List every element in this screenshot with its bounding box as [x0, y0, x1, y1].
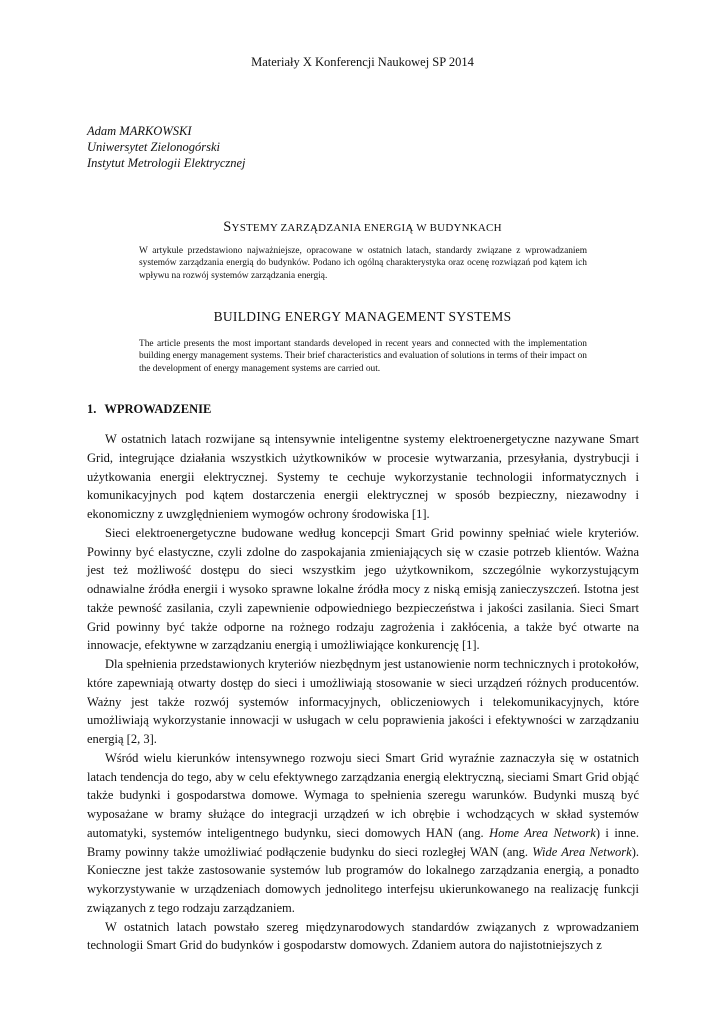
title-initial-capital: S — [223, 219, 232, 235]
term-home-area-network: Home Area Network — [489, 825, 596, 840]
author-block — [87, 123, 246, 171]
paragraph: W ostatnich latach rozwijane są intensywnie inteligentne systemy elektroenergetyczne nazywane Smart Grid, integrujące działania wszystkich użytkowników w procesie wytwarzania, przesyłania, dystrybucji i użytkowania energii elektrycznej. Systemy te cechuje wykorzystanie technologii informatycznych i komunikacyjnych pod kątem dostarczenia energii elektrycznej w sposób bezpieczny, niezawodny i ekonomiczny z uwzględnieniem wymogów ochrony środowiska [1]. — [87, 432, 639, 521]
section-number: 1. — [87, 402, 97, 416]
paragraph: Dla spełnienia przedstawionych kryteriów niezbędnym jest ustanowienie norm technicznych i protokołów, które zapewniają otwarty dostęp do sieci i umożliwiają stosowanie w sieci urządzeń różnych producentów. Ważny jest także rozwój systemów informacyjnych, obliczeniowych i telekomunikacyjnych, które umożliwiają wykorzystanie innowacji w usługach w celu poprawienia jakości i efektywności w zarządzaniu energią [2, 3]. — [87, 657, 639, 746]
paper-title-english: BUILDING ENERGY MANAGEMENT SYSTEMS — [213, 309, 512, 324]
paragraph-text: ) i inne. Bramy powinny także umożliwiać podłączenie budynku do sieci rozległej WAN (ang. — [87, 825, 639, 859]
body-text — [87, 430, 639, 955]
paragraph-text: Wśród wielu kierunków intensywnego rozwoju sieci Smart Grid wyraźnie zaznaczyła się w ostatnich latach tendencja do tego, aby w celu efektywnego zarządzania energią elektryczną, sieciami Smart Grid objąć także budynki i gospodarstwa domowe. Wymaga to spełnienia szeregu warunków. Budynki muszą być wyposażane w bramy służące do integracji urządzeń w ich obrębie i wchodzących w skład systemów automatyki, systemów inteligentnego budynku, sieci domowych HAN (ang. — [87, 750, 639, 840]
title-rest: YSTEMY ZARZĄDZANIA ENERGIĄ W BUDYNKACH — [231, 222, 502, 234]
section-title: WPROWADZENIE — [104, 402, 212, 416]
author-name: Adam MARKOWSKI — [87, 124, 192, 138]
running-header: Materiały X Konferencji Naukowej SP 2014 — [251, 55, 474, 69]
section-heading — [87, 402, 211, 417]
abstract-polish: W artykule przedstawiono najważniejsze, opracowane w ostatnich latach, standardy związane z wprowadzaniem systemów zarządzania energią do budynków. Podano ich ogólną charakterystyka oraz ocenę rozwiązań pod kątem ich wpływu na rozwój systemów zarządzania energią. — [139, 246, 587, 281]
paragraph: W ostatnich latach powstało szereg międzynarodowych standardów związanych z wprowadzaniem technologii Smart Grid do budynków i gospodarstw domowych. Zdaniem autora do najistotniejszych z — [87, 919, 639, 953]
abstract-english: The article presents the most important standards developed in recent years and connected with the implementation building energy management systems. Their brief characteristics and evaluation of solutions in terms of their impact on the development of energy management systems are carried out. — [139, 339, 587, 374]
paragraph — [87, 749, 639, 918]
paragraph: Sieci elektroenergetyczne budowane według koncepcji Smart Grid powinny spełniać wiele kryteriów. Powinny być elastyczne, czyli zdolne do zaspokajania zmieniających się w czasie potrzeb klientów. Ważna jest też możliwość dostępu do sieci wszystkim jego użytkownikom, szczególnie wykorzystującym odnawialne źródła energii i wysoko sprawne lokalne źródła mocy z niską emisją zanieczyszczeń. Istotna jest także pewność zasilania, czyli zapewnienie odpowiedniego bezpieczeństwa i jakości zasilania. Sieci Smart Grid powinny być także odporne na rożnego rodzaju zagrożenia i zakłócenia, a także być otwarte na innowacje, efektywne w zarządzaniu energią i umożliwiające konkurencję [1]. — [87, 525, 639, 653]
author-affiliation-university: Uniwersytet Zielonogórski — [87, 140, 220, 154]
term-wide-area-network: Wide Area Network — [532, 844, 632, 859]
author-affiliation-institute: Instytut Metrologii Elektrycznej — [87, 156, 246, 170]
paragraph-text: ). Konieczne jest także zastosowanie systemów lub programów do lokalnego zarządzania energią, a ponadto wykorzystywanie w urządzeniach domowych jednolitego interfejsu ukierunkowanego na realizację funkcji związanych z tego rodzaju zarządzaniem. — [87, 844, 639, 915]
paper-title-polish — [0, 219, 725, 236]
